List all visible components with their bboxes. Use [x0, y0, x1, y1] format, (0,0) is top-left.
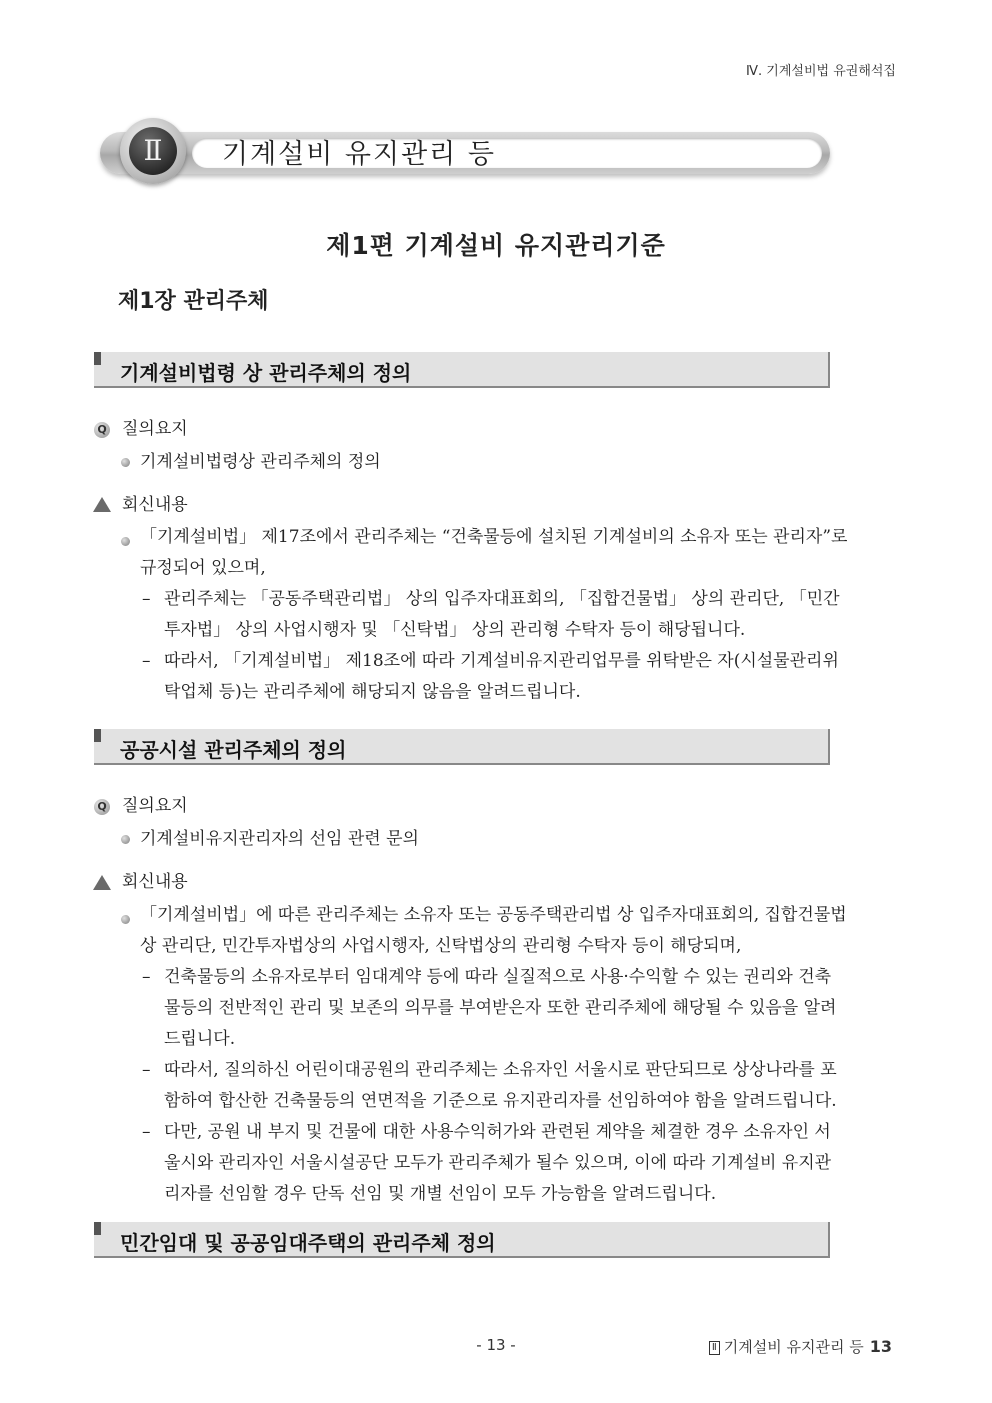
sub-item-line: 관리주체는 「공동주택관리법」 상의 입주자대표회의, 「집합건물법」 상의 관리단, 「민간 [164, 589, 840, 609]
bullet-icon [121, 835, 130, 844]
answer-icon [93, 875, 111, 890]
answer-line: 규정되어 있으며, [140, 558, 266, 578]
dash-marker: – [142, 967, 151, 987]
answer-line: 「기계설비법」에 따른 관리주체는 소유자 또는 공동주택관리법 상 입주자대표회의, 집합건물법 [140, 905, 847, 925]
section-heading-2 [94, 729, 832, 767]
bullet-icon [121, 458, 130, 467]
sub-item-line: 다만, 공원 내 부지 및 건물에 대한 사용수익허가와 관련된 계약을 체결한 경우 소유자인 서 [164, 1122, 831, 1142]
sub-item-line: 울시와 관리자인 서울시설공단 모두가 관리주체가 될수 있으며, 이에 따라 기계설비 유지관 [164, 1153, 832, 1173]
page-number-center: - 13 - [476, 1336, 516, 1354]
dash-marker: – [142, 1122, 151, 1142]
section-marker [94, 352, 101, 365]
bullet-icon [121, 915, 130, 924]
roman-numeral-badge [120, 118, 186, 184]
footer-page-number: 13 [869, 1337, 892, 1356]
question-text: 기계설비법령상 관리주체의 정의 [140, 452, 381, 472]
banner-title: 기계설비 유지관리 등 [222, 139, 496, 170]
section-heading-3 [94, 1222, 832, 1260]
section-marker [94, 729, 101, 742]
chapter-banner [92, 118, 834, 192]
question-icon: Q [94, 799, 110, 815]
dash-marker: – [142, 651, 151, 671]
question-label: 질의요지 [122, 796, 188, 816]
answer-line: 「기계설비법」 제17조에서 관리주체는 “건축물등에 설치된 기계설비의 소유자 또는 관리자”로 [140, 527, 848, 547]
footer-section-info [709, 1336, 892, 1357]
sub-item-line: 리자를 선임할 경우 단독 선임 및 개별 선임이 모두 가능함을 알려드립니다. [164, 1184, 717, 1204]
answer-icon [93, 497, 111, 512]
question-text: 기계설비유지관리자의 선임 관련 문의 [140, 829, 419, 849]
running-header: Ⅳ. 기계설비법 유권해석집 [746, 64, 896, 79]
dash-marker: – [142, 1060, 151, 1080]
sub-item-line: 건축물등의 소유자로부터 임대계약 등에 따라 실질적으로 사용·수익할 수 있는 권리와 건축 [164, 967, 832, 987]
section-heading-1 [94, 352, 832, 390]
sub-item-line: 투자법」 상의 사업시행자 및 「신탁법」 상의 관리형 수탁자 등이 해당됩니다. [164, 620, 746, 640]
footer-section-numeral: Ⅱ [709, 1341, 720, 1355]
sub-item-line: 드립니다. [164, 1029, 236, 1049]
section-heading-label: 공공시설 관리주체의 정의 [120, 738, 347, 762]
sub-item-line: 따라서, 질의하신 어린이대공원의 관리주체는 소유자인 서울시로 판단되므로 상상나라를 포 [164, 1060, 837, 1080]
question-label: 질의요지 [122, 419, 188, 439]
section-heading-label: 민간임대 및 공공임대주택의 관리주체 정의 [120, 1231, 496, 1255]
answer-label: 회신내용 [122, 872, 188, 892]
chapter-title: 제1장 관리주체 [118, 289, 269, 314]
sub-item-line: 탁업체 등)는 관리주체에 해당되지 않음을 알려드립니다. [164, 682, 581, 702]
answer-line: 상 관리단, 민간투자법상의 사업시행자, 신탁법상의 관리형 수탁자 등이 해당되며, [140, 936, 742, 956]
footer-section-title: 기계설비 유지관리 등 [723, 1338, 864, 1356]
section-heading-label: 기계설비법령 상 관리주체의 정의 [120, 361, 412, 385]
answer-label: 회신내용 [122, 495, 188, 515]
sub-item-line: 함하여 합산한 건축물등의 연면적을 기준으로 유지관리자를 선임하여야 함을 알려드립니다. [164, 1091, 837, 1111]
bullet-icon [121, 537, 130, 546]
section-marker [94, 1222, 101, 1235]
dash-marker: – [142, 589, 151, 609]
part-title: 제1편 기계설비 유지관리기준 [326, 231, 666, 260]
sub-item-line: 따라서, 「기계설비법」 제18조에 따라 기계설비유지관리업무를 위탁받은 자(시설물관리위 [164, 651, 839, 671]
question-icon: Q [94, 422, 110, 438]
roman-numeral: Ⅱ [129, 127, 177, 175]
sub-item-line: 물등의 전반적인 관리 및 보존의 의무를 부여받은자 또한 관리주체에 해당될 수 있음을 알려 [164, 998, 837, 1018]
